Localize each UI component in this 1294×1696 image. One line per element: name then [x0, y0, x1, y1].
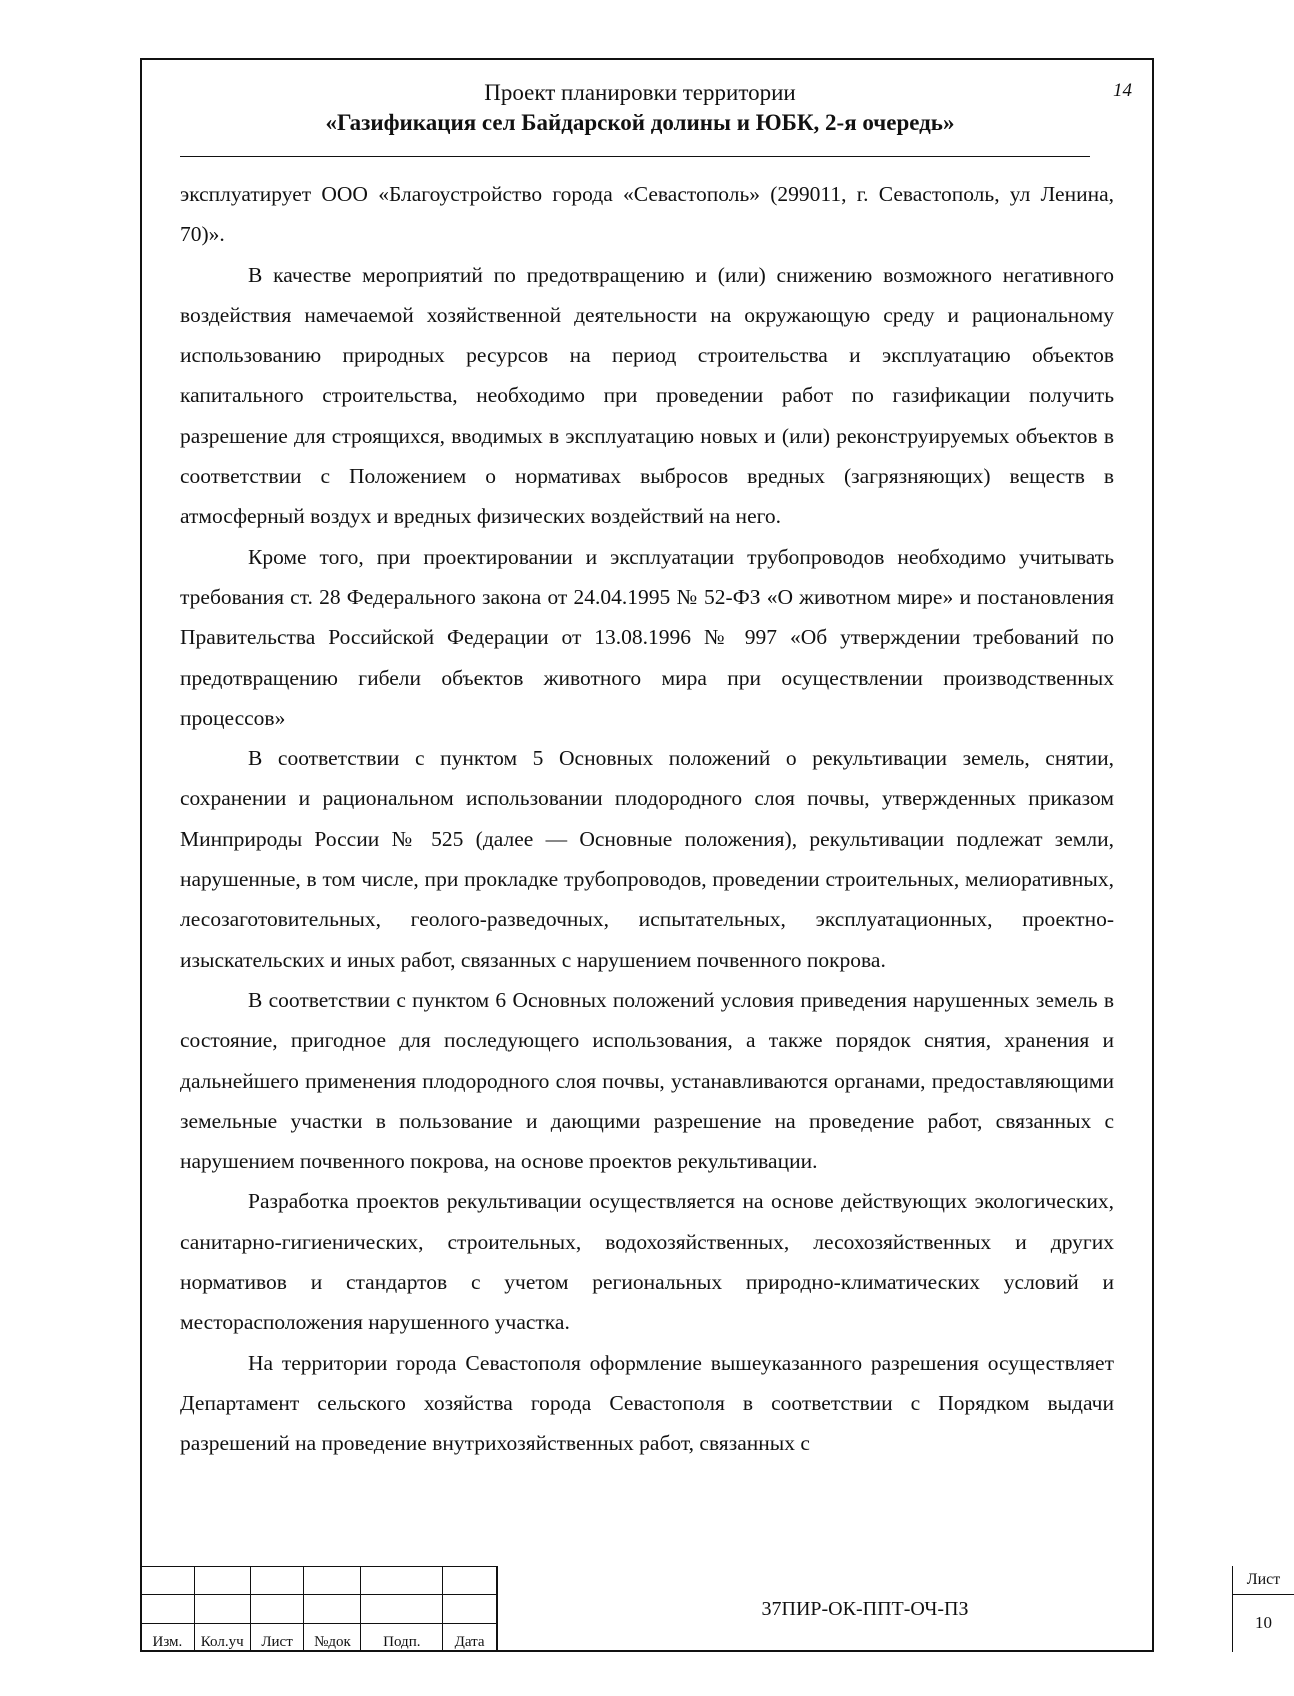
paragraph: В соответствии с пунктом 6 Основных положений условия приведения нарушенных земель в состояние, пригодное для последующего использования, а также порядок снятия, хранения и дальнейшего применения плодородного слоя почвы, устанавливаются органами, предоставляющими земельные участки в пользование и дающими разрешение на проведение работ, связанных с нарушением почвенного покрова, на основе проектов рекультивации.: [180, 987, 1114, 1174]
header-divider: [180, 156, 1090, 157]
paragraph: В соответствии с пунктом 5 Основных положений о рекультивации земель, снятии, сохранении и рациональном использовании плодородного слоя почвы, утвержденных приказом Минприроды России № 525 (далее — Основные положения), рекультивации подлежат земли, нарушенные, в том числе, при прокладке трубопроводов, проведении строительных, мелиоративных, лесозаготовительных, геолого-разведочных, испытательных, эксплуатационных, проектно-изыскательских и иных работ, связанных с нарушением почвенного покрова.: [180, 746, 1114, 972]
title-block: [140, 1566, 1281, 1652]
document-code: 37ПИР-ОК-ППТ-ОЧ-ПЗ: [497, 1566, 1232, 1652]
revision-table: [140, 1566, 497, 1652]
paragraph: На территории города Севастополя оформление вышеуказанного разрешения осуществляет Департамент сельского хозяйства города Севастополя в соответствии с Порядком выдачи разрешений на проведение внутрихозяйственных работ, связанных с: [180, 1350, 1114, 1456]
sheet-number: 10: [1255, 1613, 1272, 1632]
paragraph: эксплуатирует ООО «Благоустройство города «Севастополь» (299011, г. Севастополь, ул Ленина, 70)».: [180, 182, 1114, 247]
col-podp: Подп.: [361, 1623, 443, 1651]
document-header: [180, 78, 1100, 138]
col-izm: Изм.: [141, 1623, 195, 1651]
paragraph: Кроме того, при проектировании и эксплуатации трубопроводов необходимо учитывать требования ст. 28 Федерального закона от 24.04.1995 № 52-ФЗ «О животном мире» и постановления Правительства Российской Федерации от 13.08.1996 № 997 «Об утверждении требований по предотвращению гибели объектов животного мира при осуществлении производственных процессов»: [180, 544, 1114, 730]
col-ndok: №док: [304, 1623, 361, 1651]
col-kol-uch: Кол.уч: [194, 1623, 250, 1651]
sheet-cell: [1232, 1566, 1294, 1652]
col-data: Дата: [443, 1623, 497, 1651]
header-line-1: Проект планировки территории: [484, 80, 796, 105]
revision-header-row: [141, 1623, 497, 1651]
col-list: Лист: [250, 1623, 304, 1651]
sheet-label: Лист: [1233, 1566, 1294, 1595]
body-text: [180, 174, 1114, 1464]
header-line-2: «Газификация сел Байдарской долины и ЮБК, 2-я очередь»: [325, 110, 955, 135]
paragraph: В качестве мероприятий по предотвращению и (или) снижению возможного негативного воздействия намечаемой хозяйственной деятельности на окружающую среду и рациональному использованию природных ресурсов на период строительства и эксплуатацию объектов капитального строительства, необходимо при проведении работ по газификации получить разрешение для строящихся, вводимых в эксплуатацию новых и (или) реконструируемых объектов в соответствии с Положением о нормативах выбросов вредных (загрязняющих) веществ в атмосферный воздух и вредных физических воздействий на него.: [180, 262, 1114, 529]
paragraph: Разработка проектов рекультивации осуществляется на основе действующих экологических, санитарно-гигиенических, строительных, водохозяйственных, лесохозяйственных и других нормативов и стандартов с учетом региональных природно-климатических условий и месторасположения нарушенного участка.: [180, 1189, 1114, 1335]
page-number: 14: [1113, 80, 1132, 101]
